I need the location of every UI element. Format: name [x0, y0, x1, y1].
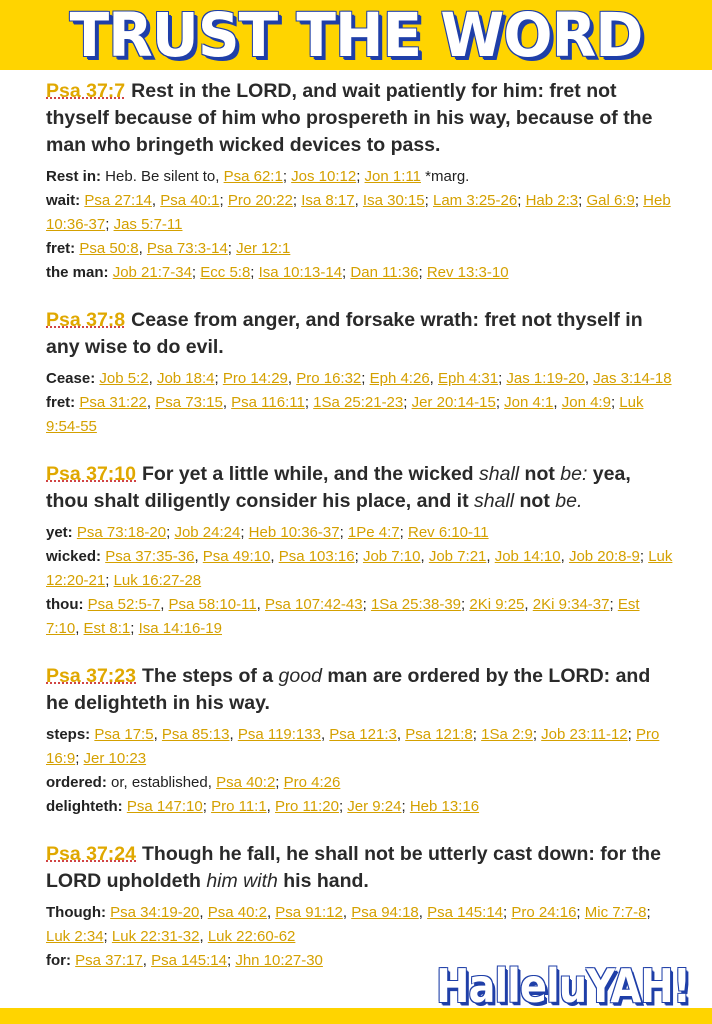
verse-block [46, 663, 676, 819]
italic-word: good [278, 665, 322, 687]
scripture-link[interactable]: Eph 4:31 [438, 370, 499, 387]
keyword-label: Rest in: [46, 168, 102, 185]
keyword-label: fret: [46, 240, 76, 257]
scripture-link[interactable]: Psa 116:11 [231, 394, 305, 411]
keyword-label: thou: [46, 596, 84, 613]
scripture-link[interactable]: Psa 37:35-36 [105, 548, 195, 565]
scripture-link[interactable]: Psa 94:18 [351, 904, 419, 921]
scripture-link[interactable]: Job 21:7-34 [112, 264, 192, 281]
scripture-link[interactable]: Psa 145:14 [151, 952, 227, 969]
keyword-note: Heb. Be silent to, [101, 168, 224, 185]
scripture-link[interactable]: Pro 11:1 [211, 798, 267, 815]
scripture-link[interactable]: Psa 40:2 [207, 904, 267, 921]
scripture-link[interactable]: Psa 103:16 [278, 548, 355, 565]
keyword-label: wicked: [46, 548, 102, 565]
verse-reference-link[interactable]: Psa 37:10 [46, 463, 136, 485]
scripture-link[interactable]: 1Pe 4:7 [347, 524, 400, 541]
keyword-label: wait: [46, 192, 81, 209]
verse-block [46, 78, 676, 285]
scripture-link[interactable]: Pro 16:32 [296, 370, 362, 387]
verse-text [46, 307, 676, 361]
keyword-label: for: [46, 952, 71, 969]
banner-title: TRUST THE WORD [69, 0, 643, 71]
keyword-label: yet: [46, 524, 73, 541]
scripture-link[interactable]: Pro 4:26 [283, 774, 341, 791]
scripture-link[interactable]: Psa 121:8 [405, 726, 473, 743]
keyword-note: or, established, [106, 774, 217, 791]
scripture-link[interactable]: Psa 85:13 [161, 726, 230, 743]
cross-reference-line: thou: Psa 52:5-7, Psa 58:10-11, Psa 107:42-43; 1Sa 25:38-39; 2Ki 9:25, 2Ki 9:34-37; Est 7:10, Est 8:1; Isa 14:16-19 [46, 596, 640, 637]
scripture-link[interactable]: Psa 121:3 [329, 726, 397, 743]
scripture-link[interactable]: Pro 24:16 [511, 904, 577, 921]
cross-reference-line: Cease: Job 5:2, Job 18:4; Pro 14:29, Pro 16:32; Eph 4:26, Eph 4:31; Jas 1:19-20, Jas 3:14-18 [46, 370, 672, 387]
scripture-link[interactable]: Psa 73:15 [155, 394, 223, 411]
scripture-link[interactable]: Jas 5:7-11 [113, 216, 183, 233]
scripture-link[interactable]: Jer 20:14-15 [411, 394, 496, 411]
italic-word: be: [560, 463, 588, 485]
cross-reference-line: fret: Psa 50:8, Psa 73:3-14; Jer 12:1 [46, 240, 291, 257]
keyword-label: ordered: [46, 774, 107, 791]
verse-body: Cease from anger, and forsake wrath: fret not thyself in any wise to do evil. [46, 309, 643, 358]
keyword-label: fret: [46, 394, 76, 411]
scripture-link[interactable]: Jer 12:1 [236, 240, 291, 257]
keyword-label: the man: [46, 264, 109, 281]
scripture-link[interactable]: Jhn 10:27-30 [235, 952, 323, 969]
scripture-link[interactable]: Job 14:10 [494, 548, 561, 565]
scripture-link[interactable]: Jer 10:23 [83, 750, 147, 767]
verse-block [46, 841, 676, 973]
scripture-link[interactable]: Heb 10:36-37 [46, 192, 671, 233]
scripture-link[interactable]: Jas 3:14-18 [593, 370, 672, 387]
scripture-link[interactable]: Heb 13:16 [409, 798, 480, 815]
scripture-link[interactable]: Psa 145:14 [427, 904, 504, 921]
scripture-link[interactable]: 2Ki 9:25 [469, 596, 525, 613]
scripture-link[interactable]: Job 5:2 [99, 370, 149, 387]
italic-word: him with [206, 870, 278, 892]
scripture-link[interactable]: Luk 22:31-32 [111, 928, 200, 945]
cross-reference-line: steps: Psa 17:5, Psa 85:13, Psa 119:133, Psa 121:3, Psa 121:8; 1Sa 2:9; Job 23:11-12; Pro 16:9; Jer 10:23 [46, 726, 660, 767]
verse-reference-link[interactable]: Psa 37:23 [46, 665, 136, 687]
scripture-link[interactable]: Pro 11:20 [275, 798, 339, 815]
scripture-link[interactable]: Psa 62:1 [223, 168, 283, 185]
scripture-link[interactable]: Est 8:1 [83, 620, 131, 637]
scripture-link[interactable]: Jon 4:1 [504, 394, 554, 411]
scripture-link[interactable]: Eph 4:26 [369, 370, 430, 387]
halleluyah-tagline: HalleluYAH! [435, 960, 691, 1014]
scripture-link[interactable]: Jon 1:11 [364, 168, 421, 185]
scripture-link[interactable]: 1Sa 25:21-23 [313, 394, 404, 411]
scripture-link[interactable]: Psa 73:18-20 [76, 524, 167, 541]
scripture-link[interactable]: Jas 1:19-20 [506, 370, 585, 387]
scripture-link[interactable]: Psa 49:10 [202, 548, 271, 565]
verse-block [46, 307, 676, 439]
scripture-link[interactable]: Psa 91:12 [275, 904, 343, 921]
scripture-link[interactable]: Psa 17:5 [94, 726, 154, 743]
scripture-link[interactable]: Jer 9:24 [347, 798, 402, 815]
cross-reference-line: the man: Job 21:7-34; Ecc 5:8; Isa 10:13-14; Dan 11:36; Rev 13:3-10 [46, 264, 509, 281]
verse-reference-link[interactable]: Psa 37:24 [46, 843, 136, 865]
scripture-link[interactable]: Isa 30:15 [362, 192, 425, 209]
scripture-link[interactable]: Psa 58:10-11 [168, 596, 257, 613]
scripture-link[interactable]: Isa 14:16-19 [138, 620, 222, 637]
verse-body: Though he fall, he shall not be utterly cast down: for the LORD upholdeth him with his hand. [46, 843, 661, 892]
scripture-link[interactable]: Psa 31:22 [79, 394, 147, 411]
scripture-link[interactable]: Job 20:8-9 [568, 548, 640, 565]
cross-reference-line: ordered: or, established, Psa 40:2; Pro 4:26 [46, 774, 341, 791]
italic-word: shall [479, 463, 520, 485]
scripture-link[interactable]: Gal 6:9 [586, 192, 635, 209]
scripture-link[interactable]: Dan 11:36 [350, 264, 419, 281]
verse-reference-link[interactable]: Psa 37:7 [46, 80, 126, 102]
cross-reference-line: wait: Psa 27:14, Psa 40:1; Pro 20:22; Isa 8:17, Isa 30:15; Lam 3:25-26; Hab 2:3; Gal 6:9; Heb 10:36-37; Jas 5:7-11 [46, 192, 671, 233]
italic-word: be. [555, 490, 583, 512]
scripture-link[interactable]: Isa 10:13-14 [258, 264, 343, 281]
margin-note: *marg. [425, 168, 470, 185]
keyword-label: steps: [46, 726, 91, 743]
scripture-link[interactable]: Rev 6:10-11 [407, 524, 489, 541]
cross-reference-line: for: Psa 37:17, Psa 145:14; Jhn 10:27-30 [46, 952, 323, 969]
scripture-link[interactable]: 2Ki 9:34-37 [532, 596, 610, 613]
scripture-link[interactable]: Psa 37:17 [75, 952, 143, 969]
scripture-link[interactable]: Isa 8:17 [301, 192, 355, 209]
scripture-link[interactable]: Psa 119:133 [237, 726, 321, 743]
verse-text [46, 841, 676, 895]
scripture-link[interactable]: Psa 147:10 [126, 798, 203, 815]
scripture-link[interactable]: Ecc 5:8 [200, 264, 251, 281]
scripture-link[interactable]: Pro 14:29 [222, 370, 288, 387]
verse-list [46, 78, 676, 995]
scripture-link[interactable]: Luk 12:20-21 [46, 548, 673, 589]
scripture-link[interactable]: Luk 16:27-28 [113, 572, 202, 589]
verse-body: Rest in the LORD, and wait patiently for him: fret not thyself because of him who prospereth in his way, because of the man who bringeth wicked devices to pass. [46, 80, 653, 156]
scripture-link[interactable]: Lam 3:25-26 [432, 192, 518, 209]
scripture-link[interactable]: Psa 107:42-43 [265, 596, 363, 613]
scripture-link[interactable]: Heb 10:36-37 [248, 524, 340, 541]
cross-reference-line: Rest in: Heb. Be silent to, Psa 62:1; Jos 10:12; Jon 1:11 *marg. [46, 168, 470, 185]
verse-text [46, 461, 676, 515]
scripture-link[interactable]: 1Sa 2:9 [481, 726, 533, 743]
keyword-label: delighteth: [46, 798, 123, 815]
scripture-link[interactable]: Pro 20:22 [227, 192, 293, 209]
scripture-link[interactable]: 1Sa 25:38-39 [370, 596, 462, 613]
verse-text [46, 663, 676, 717]
cross-reference-line: Though: Psa 34:19-20, Psa 40:2, Psa 91:12, Psa 94:18, Psa 145:14; Pro 24:16; Mic 7:7-8; Luk 2:34; Luk 22:31-32, Luk 22:60-62 [46, 904, 651, 945]
scripture-link[interactable]: Hab 2:3 [525, 192, 579, 209]
scripture-link[interactable]: Job 24:24 [174, 524, 241, 541]
scripture-link[interactable]: Job 7:21 [428, 548, 487, 565]
keyword-label: Cease: [46, 370, 96, 387]
scripture-link[interactable]: Luk 2:34 [46, 928, 104, 945]
scripture-link[interactable]: Mic 7:7-8 [584, 904, 647, 921]
verse-block [46, 461, 676, 641]
scripture-link[interactable]: Luk 22:60-62 [207, 928, 296, 945]
scripture-link[interactable]: Pro 16:9 [46, 726, 660, 767]
scripture-link[interactable]: Psa 52:5-7 [87, 596, 161, 613]
cross-reference-line: delighteth: Psa 147:10; Pro 11:1, Pro 11:20; Jer 9:24; Heb 13:16 [46, 798, 480, 815]
italic-word: shall [473, 490, 515, 512]
verse-body: For yet a little while, and the wicked shall not be: yea, thou shalt diligently consider his place, and it shall not be. [46, 463, 631, 512]
scripture-link[interactable]: Est 7:10 [46, 596, 640, 637]
scripture-link[interactable]: Psa 40:1 [160, 192, 220, 209]
scripture-link[interactable]: Job 23:11-12 [541, 726, 628, 743]
scripture-link[interactable]: Job 18:4 [156, 370, 215, 387]
scripture-link[interactable]: Psa 40:2 [216, 774, 276, 791]
verse-body: The steps of a good man are ordered by the LORD: and he delighteth in his way. [46, 665, 651, 714]
scripture-link[interactable]: Psa 27:14 [84, 192, 152, 209]
scripture-link[interactable]: Job 7:10 [362, 548, 421, 565]
scripture-link[interactable]: Jos 10:12 [291, 168, 357, 185]
cross-reference-line: wicked: Psa 37:35-36, Psa 49:10, Psa 103:16; Job 7:10, Job 7:21, Job 14:10, Job 20:8-9; Luk 12:20-21; Luk 16:27-28 [46, 548, 673, 589]
keyword-label: Though: [46, 904, 106, 921]
scripture-link[interactable]: Psa 50:8 [79, 240, 139, 257]
verse-text [46, 78, 676, 159]
scripture-link[interactable]: Psa 73:3-14 [146, 240, 228, 257]
scripture-link[interactable]: Jon 4:9 [561, 394, 611, 411]
scripture-link[interactable]: Psa 34:19-20 [110, 904, 200, 921]
scripture-link[interactable]: Luk 9:54-55 [46, 394, 644, 435]
verse-reference-link[interactable]: Psa 37:8 [46, 309, 126, 331]
scripture-link[interactable]: Rev 13:3-10 [426, 264, 509, 281]
cross-reference-line: fret: Psa 31:22, Psa 73:15, Psa 116:11; 1Sa 25:21-23; Jer 20:14-15; Jon 4:1, Jon 4:9; Luk 9:54-55 [46, 394, 644, 435]
cross-reference-line: yet: Psa 73:18-20; Job 24:24; Heb 10:36-37; 1Pe 4:7; Rev 6:10-11 [46, 524, 489, 541]
